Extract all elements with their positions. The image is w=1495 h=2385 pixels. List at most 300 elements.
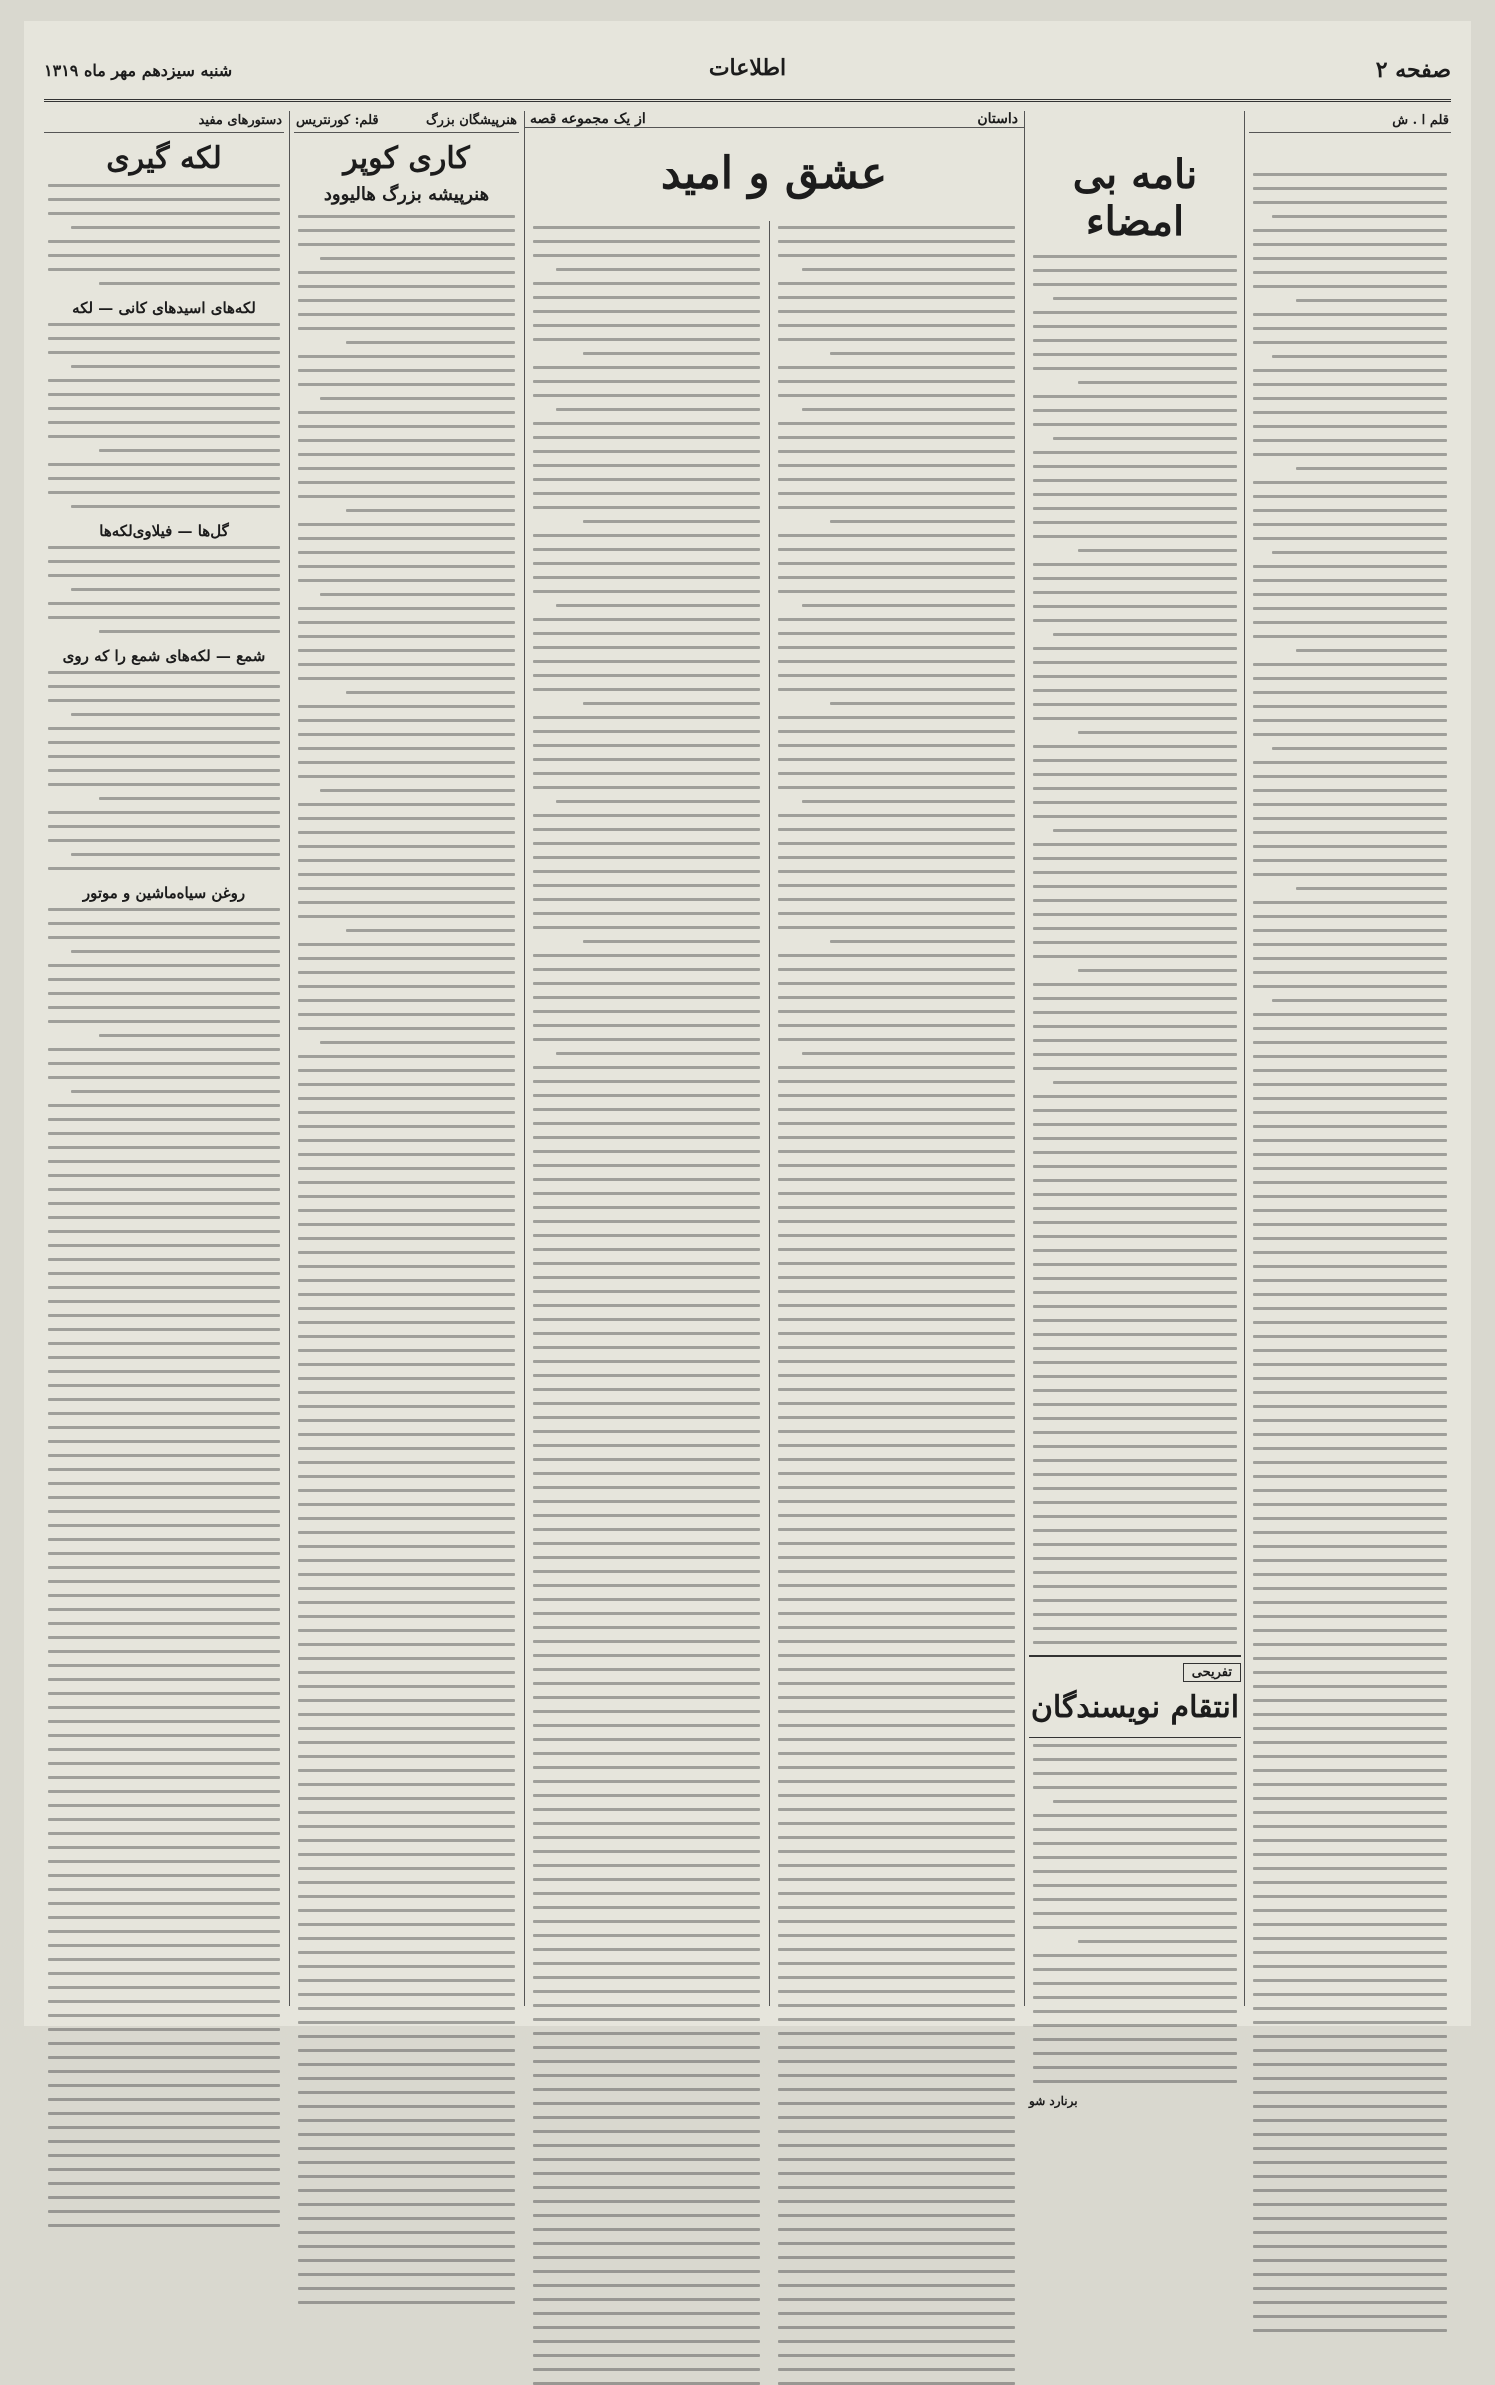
text-line [1253, 2329, 1447, 2332]
text-line [298, 2091, 515, 2094]
text-line [1253, 2119, 1447, 2122]
article-text [44, 908, 284, 2227]
text-line [533, 674, 760, 677]
text-line [778, 1304, 1015, 1307]
text-line [48, 560, 280, 563]
story-kicker [524, 111, 1024, 128]
cooper-kicker-right: هنرپیشگان بزرگ [425, 113, 517, 128]
text-line [298, 2175, 515, 2178]
text-line [48, 1146, 280, 1149]
text-line [1253, 859, 1447, 862]
text-line [533, 1948, 760, 1951]
text-line [71, 713, 280, 716]
text-line [1033, 1814, 1237, 1817]
text-line [778, 1682, 1015, 1685]
text-line [1253, 915, 1447, 918]
text-line [1033, 353, 1237, 356]
text-line [556, 800, 760, 803]
text-line [533, 2046, 760, 2049]
text-line [1253, 929, 1447, 932]
text-line [298, 1181, 515, 1184]
text-line [1033, 451, 1237, 454]
text-line [778, 1598, 1015, 1601]
text-line [48, 1552, 280, 1555]
text-line [1253, 2175, 1447, 2178]
text-line [533, 1864, 760, 1867]
text-line [48, 1328, 280, 1331]
text-line [48, 1594, 280, 1597]
subhead-candle: شمع — لکه‌های شمع را که روی [62, 647, 266, 665]
text-line [778, 1640, 1015, 1643]
text-line [48, 2224, 280, 2227]
text-line [533, 1220, 760, 1223]
text-line [533, 1192, 760, 1195]
text-line [1272, 551, 1447, 554]
headline-stain: لکه گیری [106, 141, 222, 176]
text-line [533, 870, 760, 873]
text-line [533, 1598, 760, 1601]
text-line [298, 1797, 515, 1800]
text-line [1253, 1811, 1447, 1814]
text-line [1253, 383, 1447, 386]
text-line [1253, 2259, 1447, 2262]
text-line [298, 1153, 515, 1156]
text-line [1033, 885, 1237, 888]
text-line [778, 618, 1015, 621]
text-line [778, 1612, 1015, 1615]
text-line [1033, 1898, 1237, 1901]
text-line [48, 978, 280, 981]
text-line [48, 867, 280, 870]
text-line [1033, 1445, 1237, 1448]
text-line [1253, 397, 1447, 400]
text-line [778, 548, 1015, 551]
text-line [556, 268, 760, 271]
text-line [1033, 647, 1237, 650]
text-line [1078, 549, 1237, 552]
text-line [778, 2172, 1015, 2175]
text-line [778, 1416, 1015, 1419]
article-text [44, 546, 284, 633]
text-line [48, 407, 280, 410]
text-line [1253, 537, 1447, 540]
text-line [1253, 1391, 1447, 1394]
text-line [533, 1962, 760, 1965]
text-line [48, 1216, 280, 1219]
text-line [48, 393, 280, 396]
text-line [1253, 1139, 1447, 1142]
text-line [533, 1766, 760, 1769]
text-line [1033, 1207, 1237, 1210]
text-line [1253, 677, 1447, 680]
text-line [778, 870, 1015, 873]
text-line [778, 1696, 1015, 1699]
text-line [298, 2105, 515, 2108]
text-line [48, 1244, 280, 1247]
text-line [298, 1783, 515, 1786]
text-line [1253, 2189, 1447, 2192]
text-line [1253, 1433, 1447, 1436]
text-line [298, 817, 515, 820]
text-line [1253, 1293, 1447, 1296]
text-line [298, 1363, 515, 1366]
text-line [778, 1248, 1015, 1251]
text-line [1253, 1587, 1447, 1590]
text-line [48, 1426, 280, 1429]
text-line [778, 450, 1015, 453]
text-line [48, 1524, 280, 1527]
text-line [778, 772, 1015, 775]
text-line [533, 450, 760, 453]
text-line [1253, 1083, 1447, 1086]
column-story-left [529, 226, 764, 2006]
text-line [298, 761, 515, 764]
text-line [298, 1139, 515, 1142]
text-line [1033, 1758, 1237, 1761]
text-line [533, 1416, 760, 1419]
text-line [298, 2203, 515, 2206]
text-line [1033, 311, 1237, 314]
text-line [778, 1486, 1015, 1489]
text-line [1033, 1179, 1237, 1182]
text-line [298, 999, 515, 1002]
text-line [298, 873, 515, 876]
text-line [778, 1738, 1015, 1741]
text-line [533, 1542, 760, 1545]
text-line [1033, 899, 1237, 902]
text-line [1253, 901, 1447, 904]
text-line [778, 1360, 1015, 1363]
text-line [48, 1020, 280, 1023]
text-line [533, 1304, 760, 1307]
text-line [1253, 1377, 1447, 1380]
text-line [778, 1164, 1015, 1167]
text-line [1253, 173, 1447, 176]
text-line [1033, 2010, 1237, 2013]
text-line [1033, 1968, 1237, 1971]
text-line [71, 365, 280, 368]
text-line [1033, 2080, 1237, 2083]
text-line [778, 884, 1015, 887]
text-line [778, 1192, 1015, 1195]
text-line [298, 1867, 515, 1870]
text-line [533, 1878, 760, 1881]
text-line [1253, 2007, 1447, 2010]
text-line [48, 435, 280, 438]
text-line [48, 240, 280, 243]
text-line [298, 621, 515, 624]
text-line [48, 463, 280, 466]
text-line [1253, 957, 1447, 960]
text-line [1253, 1419, 1447, 1422]
text-line [48, 2056, 280, 2059]
text-line [48, 1076, 280, 1079]
column-rule [769, 221, 770, 2006]
text-line [533, 2242, 760, 2245]
text-line [298, 635, 515, 638]
text-line [1033, 1039, 1237, 1042]
text-line [1033, 269, 1237, 272]
text-line [533, 1850, 760, 1853]
text-line [778, 1654, 1015, 1657]
text-line [1253, 411, 1447, 414]
text-line [1033, 367, 1237, 370]
text-line [1033, 1842, 1237, 1845]
text-line [48, 1412, 280, 1415]
text-line [533, 828, 760, 831]
text-line [298, 565, 515, 568]
text-line [48, 964, 280, 967]
text-line [1033, 1954, 1237, 1957]
text-line [1253, 341, 1447, 344]
text-line [778, 1430, 1015, 1433]
text-line [778, 464, 1015, 467]
text-line [298, 2245, 515, 2248]
text-line [1253, 1321, 1447, 1324]
subhead-cooper: هنرپیشه بزرگ هالیوود [323, 184, 490, 205]
text-line [1253, 1111, 1447, 1114]
text-line [1253, 2217, 1447, 2220]
text-line [48, 2210, 280, 2213]
text-line [1053, 829, 1237, 832]
text-line [778, 730, 1015, 733]
text-line [533, 982, 760, 985]
headline-cooper: کاری کوپر [343, 141, 470, 176]
text-line [778, 758, 1015, 761]
text-line [48, 671, 280, 674]
text-line [778, 240, 1015, 243]
text-line [1253, 1769, 1447, 1772]
text-line [1033, 1641, 1237, 1644]
text-line [48, 2182, 280, 2185]
text-line [533, 1164, 760, 1167]
text-line [1078, 969, 1237, 972]
text-line [533, 2312, 760, 2315]
text-line [533, 1444, 760, 1447]
text-line [48, 1734, 280, 1737]
text-line [298, 747, 515, 750]
text-line [1253, 663, 1447, 666]
text-line [298, 1727, 515, 1730]
text-line [298, 2273, 515, 2276]
text-line [1272, 747, 1447, 750]
text-line [533, 2200, 760, 2203]
text-line [1033, 423, 1237, 426]
text-line [1033, 1786, 1237, 1789]
text-line [778, 1906, 1015, 1909]
text-line [1033, 745, 1237, 748]
text-line [298, 663, 515, 666]
text-line [1253, 1363, 1447, 1366]
text-line [533, 590, 760, 593]
text-line [1253, 1349, 1447, 1352]
text-line [583, 520, 760, 523]
text-line [298, 1503, 515, 1506]
text-line [48, 1384, 280, 1387]
text-line [533, 1836, 760, 1839]
newspaper-title: اطلاعات [708, 55, 787, 81]
text-line [346, 509, 515, 512]
text-line [1253, 1447, 1447, 1450]
text-line [346, 341, 515, 344]
text-line [1033, 1772, 1237, 1775]
text-line [802, 800, 1015, 803]
text-line [298, 551, 515, 554]
text-line [533, 1780, 760, 1783]
text-line [1078, 731, 1237, 734]
text-line [48, 1818, 280, 1821]
text-line [1033, 465, 1237, 468]
text-line [298, 285, 515, 288]
text-line [298, 1321, 515, 1324]
text-line [533, 1262, 760, 1265]
text-line [48, 1762, 280, 1765]
text-line [1253, 1069, 1447, 1072]
text-line [1253, 1895, 1447, 1898]
box-author: برنارد شو [1029, 2094, 1078, 2108]
text-line [778, 1150, 1015, 1153]
text-line [1253, 1013, 1447, 1016]
text-line [778, 646, 1015, 649]
text-line [1033, 801, 1237, 804]
text-line [533, 1570, 760, 1573]
text-line [1033, 759, 1237, 762]
text-line [533, 240, 760, 243]
text-line [1296, 467, 1447, 470]
text-line [533, 296, 760, 299]
text-line [1253, 943, 1447, 946]
text-line [48, 2042, 280, 2045]
text-line [778, 1220, 1015, 1223]
text-line [778, 1724, 1015, 1727]
text-line [48, 1986, 280, 1989]
text-line [778, 2186, 1015, 2189]
text-line [298, 1671, 515, 1674]
text-line [533, 1136, 760, 1139]
text-line [48, 1944, 280, 1947]
text-line [298, 1517, 515, 1520]
text-line [778, 2144, 1015, 2147]
text-line [1253, 1209, 1447, 1212]
text-line [1253, 1783, 1447, 1786]
text-line [802, 1052, 1015, 1055]
text-line [298, 887, 515, 890]
text-line [1253, 1839, 1447, 1842]
text-line [1033, 1431, 1237, 1434]
text-line [533, 506, 760, 509]
text-line [1033, 787, 1237, 790]
text-line [298, 1447, 515, 1450]
text-line [48, 323, 280, 326]
text-line [778, 1234, 1015, 1237]
text-line [1033, 913, 1237, 916]
text-line [778, 366, 1015, 369]
text-line [1033, 2038, 1237, 2041]
text-line [533, 576, 760, 579]
text-line [778, 2368, 1015, 2371]
text-line [778, 492, 1015, 495]
article-text [44, 671, 284, 870]
text-line [298, 1965, 515, 1968]
text-line [48, 1188, 280, 1191]
text-line [778, 1514, 1015, 1517]
text-line [48, 2168, 280, 2171]
text-line [298, 1993, 515, 1996]
text-line [48, 421, 280, 424]
text-line [1253, 285, 1447, 288]
column-rule [289, 111, 290, 2006]
text-line [1253, 1195, 1447, 1198]
text-line [1033, 283, 1237, 286]
text-line [48, 936, 280, 939]
text-line [1253, 1727, 1447, 1730]
text-line [298, 579, 515, 582]
text-line [48, 783, 280, 786]
text-line [48, 1930, 280, 1933]
text-line [48, 1454, 280, 1457]
text-line [778, 1556, 1015, 1559]
text-line [533, 1374, 760, 1377]
text-line [298, 2189, 515, 2192]
text-line [533, 1640, 760, 1643]
text-line [1033, 1067, 1237, 1070]
text-line [298, 1531, 515, 1534]
text-line [1253, 201, 1447, 204]
text-line [533, 2102, 760, 2105]
text-line [533, 1010, 760, 1013]
text-line [1033, 1375, 1237, 1378]
text-line [298, 1461, 515, 1464]
text-line [778, 2242, 1015, 2245]
text-line [533, 2144, 760, 2147]
text-line [48, 1706, 280, 1709]
text-line [533, 1430, 760, 1433]
text-line [533, 1654, 760, 1657]
text-line [533, 1752, 760, 1755]
text-line [533, 2130, 760, 2133]
text-line [778, 2340, 1015, 2343]
column-rule [1024, 111, 1025, 2006]
text-line [298, 1251, 515, 1254]
text-line [533, 730, 760, 733]
text-line [533, 660, 760, 663]
text-line [1253, 845, 1447, 848]
text-line [298, 915, 515, 918]
text-line [320, 397, 515, 400]
text-line [533, 548, 760, 551]
text-line [48, 2070, 280, 2073]
text-line [1253, 1797, 1447, 1800]
text-line [1033, 1926, 1237, 1929]
text-line [1033, 675, 1237, 678]
text-line [99, 630, 280, 633]
text-line [1253, 1643, 1447, 1646]
text-line [298, 649, 515, 652]
text-line [298, 677, 515, 680]
text-line [1253, 1475, 1447, 1478]
text-line [298, 1391, 515, 1394]
text-line [1253, 1279, 1447, 1282]
text-line [1253, 243, 1447, 246]
text-line [1253, 705, 1447, 708]
text-line [533, 1696, 760, 1699]
text-line [298, 1055, 515, 1058]
text-line [1253, 425, 1447, 428]
text-line [298, 1769, 515, 1772]
text-line [298, 1755, 515, 1758]
text-line [1253, 2273, 1447, 2276]
text-line [1033, 1515, 1237, 1518]
